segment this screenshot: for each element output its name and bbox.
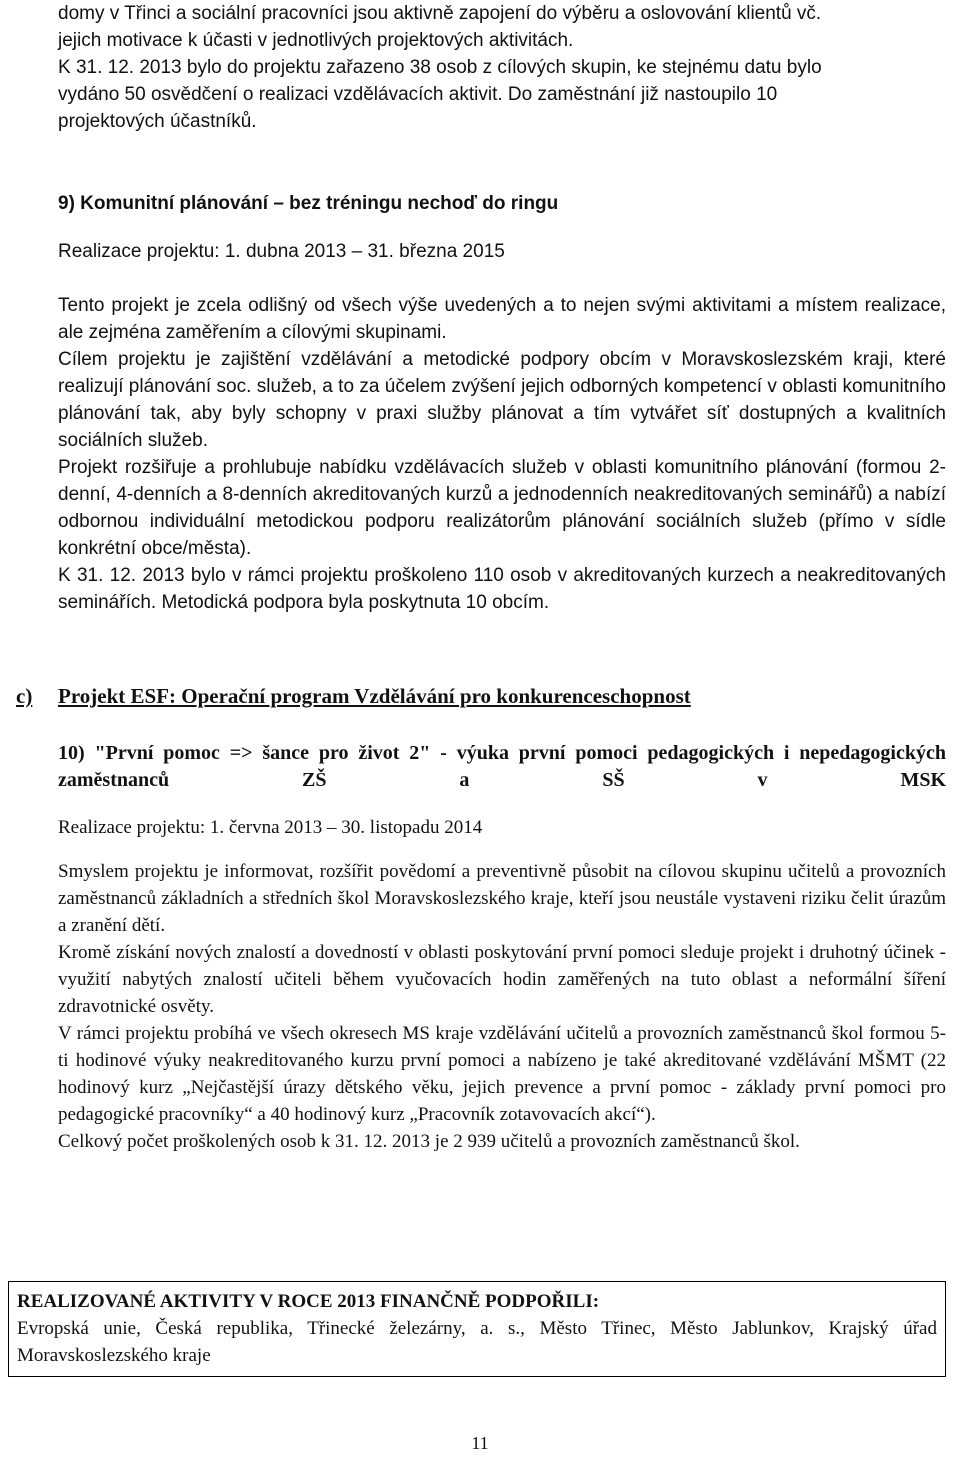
section-c-title: Projekt ESF: Operační program Vzdělávání pro konkurenceschopnost (58, 684, 691, 708)
intro-line: jejich motivace k účasti v jednotlivých projektových aktivitách. (58, 30, 574, 51)
page-number: 11 (471, 1433, 489, 1453)
project10-realization: Realizace projektu: 1. června 2013 – 30. listopadu 2014 (58, 817, 483, 838)
intro-line: projektových účastníků. (58, 111, 257, 132)
paragraph: K 31. 12. 2013 bylo v rámci projektu proškoleno 110 osob v akreditovaných kurzech a neakreditovaných seminářích. Metodická podpora byla poskytnuta 10 obcím. (58, 565, 946, 613)
intro-paragraph (58, 0, 938, 135)
intro-line: K 31. 12. 2013 bylo do projektu zařazeno 38 osob z cílových skupin, ke stejnému datu bylo (58, 57, 822, 78)
paragraph: Smyslem projektu je informovat, rozšířit povědomí a preventivně působit na cílovou skupinu učitelů a provozních zaměstnanců základních a středních škol Moravskoslezského kraje, kteří jsou neustále vystaveni riziku čelit úrazům a zranění dětí. (58, 861, 946, 936)
section-c-label: c) (16, 684, 33, 708)
paragraph: V rámci projektu probíhá ve všech okresech MS kraje vzdělávání učitelů a provozních zaměstnanců škol formou 5-ti hodinové výuky neakreditovaného kurzu první pomoci a nabízeno je také akreditované vzdělávání MŠMT (22 hodinový kurz „Nejčastější úrazy dětského věku, jejich prevence a první pomoc - základy první pomoci pro pedagogické pracovníky“ a 40 hodinový kurz „Pracovník zotavovacích akcí“). (58, 1023, 946, 1125)
paragraph: Cílem projektu je zajištění vzdělávání a metodické podpory obcím v Moravskoslezském kraji, které realizují plánování soc. služeb, a to za účelem zvýšení jejich odborných kompetencí v oblasti komunitního plánování tak, aby byly schopny v praxi služby plánovat a tím vytvářet síť dostupných a kvalitních sociálních služeb. (58, 349, 946, 451)
project10-title: 10) "První pomoc => šance pro život 2" - výuka první pomoci pedagogických i nepedagogických zaměstnanců ZŠ a SŠ v MSK (58, 742, 946, 791)
project9-body (58, 292, 946, 616)
project10-body (58, 858, 946, 1155)
paragraph: Tento projekt je zcela odlišný od všech výše uvedených a to nejen svými aktivitami a místem realizace, ale zejména zaměřením a cílovými skupinami. (58, 295, 946, 343)
funding-text: Evropská unie, Česká republika, Třinecké železárny, a. s., Město Třinec, Město Jablunkov, Krajský úřad Moravskoslezského kraje (17, 1318, 937, 1366)
paragraph: Celkový počet proškolených osob k 31. 12. 2013 je 2 939 učitelů a provozních zaměstnanců škol. (58, 1131, 800, 1152)
intro-line: vydáno 50 osvědčení o realizaci vzdělávacích aktivit. Do zaměstnání již nastoupilo 10 (58, 84, 778, 105)
project9-realization: Realizace projektu: 1. dubna 2013 – 31. března 2015 (58, 241, 505, 262)
funding-box (8, 1281, 946, 1377)
paragraph: Projekt rozšiřuje a prohlubuje nabídku vzdělávacích služeb v oblasti komunitního plánování (formou 2-denní, 4-denních a 8-denních akreditovaných kurzů a jednodenních neakreditovaných seminářů) a nabízí odbornou individuální metodickou podporu realizátorům plánování sociálních služeb (přímo v sídle konkrétní obce/města). (58, 457, 946, 559)
section-c-heading (16, 684, 916, 709)
paragraph: Kromě získání nových znalostí a dovedností v oblasti poskytování první pomoci sleduje projekt i druhotný účinek - využití nabytých znalostí učiteli během vyučovacích hodin zaměřených na tuto oblast a neformální šíření zdravotnické osvěty. (58, 942, 946, 1017)
funding-heading: REALIZOVANÉ AKTIVITY V ROCE 2013 FINANČNĚ PODPOŘILI: (17, 1291, 600, 1312)
intro-line: domy v Třinci a sociální pracovníci jsou aktivně zapojení do výběru a oslovování klientů vč. (58, 3, 822, 24)
project9-title: 9) Komunitní plánování – bez tréningu nechoď do ringu (58, 193, 559, 214)
